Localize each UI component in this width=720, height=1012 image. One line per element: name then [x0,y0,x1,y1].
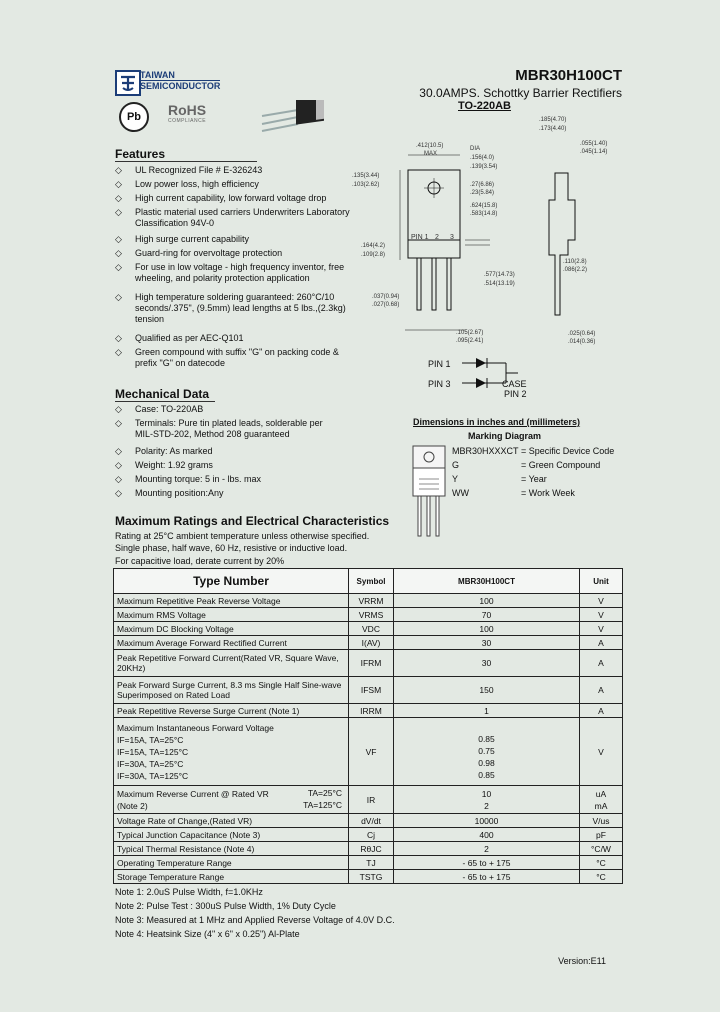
pin-label: 3 [450,234,454,241]
value-cell: 2 [394,842,580,856]
unit-cell: A [580,650,623,677]
marking-code: MBR30HXXXCT [452,446,519,456]
package-label: TO-220AB [458,100,511,112]
col-part: MBR30H100CT [394,569,580,594]
param-cell: Typical Junction Capacitance (Note 3) [114,828,349,842]
value-cell: 1 [394,704,580,718]
param-cell: Typical Thermal Resistance (Note 4) [114,842,349,856]
param-cell: Maximum Average Forward Rectified Current [114,636,349,650]
mechanical-divider [115,401,215,402]
mechanical-item: ◇ Terminals: Pure tin plated leads, solderable per MIL-STD-202, Method 208 guaranteed [115,418,323,439]
param-cell: Storage Temperature Range [114,870,349,884]
dim-label: .025(0.64) [568,331,596,337]
dim-label: .110(2.8) [563,259,587,265]
dim-label: .27(6.86) [470,182,495,188]
value-cell: 150 [394,677,580,704]
col-symbol: Symbol [349,569,394,594]
company-line2: SEMICONDUCTOR [140,81,221,91]
ir-cond: TA=125°C [303,800,342,810]
unit-cell [580,786,623,814]
vf-value: 0.98 [478,757,495,768]
value-cell: 30 [394,650,580,677]
ratings-intro: Single phase, half wave, 60 Hz, resistive or inductive load. [115,543,348,553]
vf-value: 0.85 [478,769,495,780]
table-row [114,704,623,718]
param-cell [114,786,349,814]
param-cell: Peak Repetitive Reverse Surge Current (Note 1) [114,704,349,718]
pin-label: PIN 1 [411,234,429,241]
unit-cell: pF [580,828,623,842]
value-cell: 400 [394,828,580,842]
param-cell: Peak Forward Surge Current, 8.3 ms Single Half Sine-wave Superimposed on Rated Load [114,677,349,704]
dim-label: MAX [424,151,438,157]
param-cell [114,718,349,786]
schematic-pin1: PIN 1 [428,359,451,369]
company-name [140,70,220,91]
param-cell: Peak Repetitive Forward Current(Rated VR, Square Wave, 20KHz) [114,650,349,677]
table-row-ir [114,786,623,814]
symbol-cell: Cj [349,828,394,842]
schematic-pin2: PIN 2 [504,389,527,399]
table-row [114,842,623,856]
rohs-label: RoHS [168,102,207,118]
vf-cond: IF=30A, TA=125°C [117,770,189,781]
value-cell: 30 [394,636,580,650]
symbol-cell: VDC [349,622,394,636]
symbol-cell: VF [349,718,394,786]
table-row [114,856,623,870]
dim-label: .514(13.19) [484,281,515,287]
marking-code: WW [452,488,469,498]
ir-value: 2 [484,800,489,811]
value-cell [394,786,580,814]
dim-label: .23(5.84) [470,190,495,196]
param-cell: Operating Temperature Range [114,856,349,870]
value-cell: 70 [394,608,580,622]
dim-label: .583(14.8) [470,211,498,217]
marking-desc: = Work Week [521,488,575,498]
unit-cell: V [580,622,623,636]
ratings-intro: Rating at 25°C ambient temperature unless otherwise specified. [115,531,370,541]
feature-item: ◇ For use in low voltage - high frequency inventor, free wheeling, and polarity protection application [115,262,345,283]
unit-cell: A [580,704,623,718]
rohs-sub: COMPLIANCE [168,118,207,124]
marking-code: G [452,460,460,470]
marking-desc: = Specific Device Code [521,446,615,456]
dim-label: .103(2.62) [352,182,380,188]
vf-cond: IF=30A, TA=25°C [117,758,184,769]
ir-param: (Note 2) [117,800,148,811]
table-row [114,870,623,884]
col-unit: Unit [580,569,623,594]
value-cell: 100 [394,622,580,636]
vf-cond: IF=15A, TA=125°C [117,746,189,757]
ratings-intro: For capacitive load, derate current by 20% [115,556,285,566]
value-cell [394,718,580,786]
marking-desc: = Year [521,474,547,484]
table-row [114,636,623,650]
unit-cell: °C [580,870,623,884]
ir-value: 10 [481,788,492,799]
vf-cond: IF=15A, TA=25°C [117,734,184,745]
symbol-cell: IR [349,786,394,814]
table-row [114,622,623,636]
symbol-cell: I(AV) [349,636,394,650]
value-cell: - 65 to + 175 [394,856,580,870]
company-line1: TAIWAN [140,70,175,80]
table-row [114,677,623,704]
features-divider [115,161,257,162]
unit-cell: A [580,636,623,650]
dim-label: .027(0.68) [372,302,400,308]
unit-cell: V [580,594,623,608]
dim-label: .086(2.2) [563,267,588,273]
marking-package-icon [409,444,449,540]
dim-label: .185(4.70) [539,117,567,123]
unit-cell: A [580,677,623,704]
marking-desc: = Green Compound [521,460,601,470]
dim-label: .105(2.67) [456,330,484,336]
symbol-cell: RθJC [349,842,394,856]
feature-item: ◇ Green compound with suffix "G" on packing code & prefix "G" on datecode [115,347,339,368]
symbol-cell: VRMS [349,608,394,622]
part-number: MBR30H100CT [515,67,622,84]
dim-label: DIA [470,146,481,152]
dim-label: .412(10.5) [416,143,444,149]
vf-value: 0.85 [478,733,495,744]
dim-label: .055(1.40) [580,141,608,147]
table-row [114,650,623,677]
unit-cell: °C/W [580,842,623,856]
symbol-cell: IFSM [349,677,394,704]
mechanical-title: Mechanical Data [115,387,210,401]
symbol-cell: IFRM [349,650,394,677]
dim-label: .109(2.8) [361,252,386,258]
unit-cell: V [580,718,623,786]
marking-code: Y [452,474,459,484]
unit-cell: V/us [580,814,623,828]
datasheet-page: TAIWAN SEMICONDUCTOR MBR30H100CT 30.0AMPS. Schottky Barrier Rectifiers TO-220AB Pb RoHS COMPLIANCE Features ◇ UL Recognized File # E-326243 ◇ Low power loss, high efficiency ◇ High current capability, low forward voltage drop ◇ Plastic material used carriers Underwriters Laboratory Classification 94V-0 ◇ High surge current capability ◇ Guard-ring for overvoltage protection ◇ For use in low voltage - high frequency inventor, free wheeling, and polarity protection application ◇ High temperature soldering guaranteed: 260°C/10 seconds/.375", (9.5mm) lead lengths at 5 lbs.,(2.3kg) tension ◇ Qualified as per AEC-Q101 ◇ Green compound with suffix "G" on packing code & prefix "G" on datecode Mechanical Data ◇ Case: TO-220AB ◇ Terminals: Pure tin plated leads, solderable per MIL-STD-202, Method 208 guaranteed ◇ Polarity: As marked ◇ Weight: 1.92 grams ◇ Mounting torque: 5 in - lbs. max ◇ Mounting position:Any .185(4.70) .173(4.40) .055(1.40) .045(1.14) .412(10.5) MAX DIA .156(4.0) .139(3.54) .135(3.44) .103(2.62) .27(6.86) .23(5.84) .624(15.8) .583(14.8) .164(4.2) .109(2.8) .110(2.8) .086(2.2) .577(14.73) .514(13.19) .037(0.94) .027(0.68) .105(2.67) .095(2.41) .025(0.64) .014(0.36) PIN 1 2 3 PIN 1 PIN 3 CASE PIN 2 Dimensions in inches and (millimeters) Marking Diagram MBR30HXXXCT = Specific Device Code G = Green Compound Y = Year WW = Work Week Maximum Ratings and Electrical Characteristics Rating at 25°C ambient temperature unless otherwise specified. Single phase, half wave, 60 Hz, resistive or inductive load. For capacitive load, derate current by 20% Type Number Symbol MBR30H100CT Unit Maximum Repetitive Peak Reverse Voltage VRRM 100 V Maximum RMS Voltage VRMS 70 V Maximum DC Blocking Voltage VDC 100 V Maximum Average Forward Rectified Current I(AV) 30 A Peak Repetitive Forward Current(Rated VR, Square Wave, 20KHz) IFRM 30 A Peak Forward Surge Current, 8.3 ms Single Half Sine-wave Superimposed on Rated Load IFSM 150 A Peak Repetitive Reverse Surge Current (Note 1) IRRM 1 A Maximum Instantaneous Forward Voltage IF=15A, TA=25°C IF=15A, TA=125°C IF=30A, TA=25°C IF=30A, TA=125°C VF 0.85 0.75 0.98 0.85 V Maximum Reverse Current @ Rated VR (Note 2) TA=25°C TA=125°C IR 10 2 uA mA Voltage Rate of Change,(Rated VR) dV/dt 10000 V/us Typical Junction Capacitance (Note 3) Cj 400 pF Typical Thermal Resistance (Note 4) RθJC 2 °C/W Operating Temperature Range TJ - 65 to + 175 °C Storage Temperature Range TSTG - 65 to + 175 °C Note 1: 2.0uS Pulse Width, f=1.0KHz Note 2: Pulse Test : 300uS Pulse Width, 1% Duty Cycle Note 3: Measured at 1 MHz and Applied Reverse Voltage of 4.0V D.C. Note 4: Heatsink Size (4" x 6" x 0.25") Al-Plate Version:E11 [0,0,720,1012]
pb-label: Pb [126,111,142,123]
dim-label: .037(0.94) [372,294,400,300]
footnote: Note 2: Pulse Test : 300uS Pulse Width, 1% Duty Cycle [115,901,336,911]
schematic-case: CASE [502,379,527,389]
product-photo-icon [258,100,330,136]
table-header-row [114,569,623,594]
symbol-cell: VRRM [349,594,394,608]
table-row-vf [114,718,623,786]
dim-label: .045(1.14) [580,149,608,155]
dim-label: .624(15.8) [470,203,498,209]
feature-item: ◇ Plastic material used carriers Underwriters Laboratory Classification 94V-0 [115,207,350,228]
table-row [114,828,623,842]
ir-cond: TA=25°C [307,788,342,798]
dimensions-caption: Dimensions in inches and (millimeters) [413,417,581,427]
param-cell: Maximum Repetitive Peak Reverse Voltage [114,594,349,608]
vf-value: 0.75 [478,745,495,756]
param-cell: Maximum DC Blocking Voltage [114,622,349,636]
feature-item: ◇ High temperature soldering guaranteed: 260°C/10 seconds/.375", (9.5mm) lead lengths at 5 lbs.,(2.3kg) tension [115,292,346,324]
unit-cell: V [580,608,623,622]
dim-label: .164(4.2) [361,243,386,249]
value-cell: 10000 [394,814,580,828]
symbol-cell: IRRM [349,704,394,718]
version-label: Version:E11 [558,956,606,966]
dim-label: .156(4.0) [470,155,495,161]
marking-title: Marking Diagram [468,431,542,441]
rohs-badge [168,102,206,124]
dim-label: .014(0.36) [568,339,596,345]
value-cell: 100 [394,594,580,608]
company-logo [115,70,141,96]
vf-param: Maximum Instantaneous Forward Voltage [117,722,274,733]
ir-unit: uA [595,788,607,799]
param-cell: Maximum RMS Voltage [114,608,349,622]
dim-label: .095(2.41) [456,338,484,344]
footnote: Note 4: Heatsink Size (4" x 6" x 0.25") Al-Plate [115,929,300,939]
param-cell: Voltage Rate of Change,(Rated VR) [114,814,349,828]
symbol-cell: dV/dt [349,814,394,828]
dim-label: .139(3.54) [470,164,498,170]
table-row [114,814,623,828]
pin-label: 2 [435,234,439,241]
dim-label: .577(14.73) [484,272,515,278]
dim-label: .173(4.40) [539,126,567,132]
footnote: Note 1: 2.0uS Pulse Width, f=1.0KHz [115,887,263,897]
product-subtitle: 30.0AMPS. Schottky Barrier Rectifiers [419,86,622,100]
ir-param: Maximum Reverse Current @ Rated VR [117,788,269,799]
ir-unit: mA [594,800,608,811]
ratings-table [113,568,623,884]
symbol-cell: TSTG [349,870,394,884]
pb-free-badge [119,102,149,132]
unit-cell: °C [580,856,623,870]
ratings-title: Maximum Ratings and Electrical Characteristics [115,514,390,528]
features-title: Features [115,147,166,161]
table-row [114,594,623,608]
symbol-cell: TJ [349,856,394,870]
table-row [114,608,623,622]
dim-label: .135(3.44) [352,173,380,179]
col-type-number: Type Number [114,569,349,594]
logo-icon [117,72,139,94]
schematic-pin3: PIN 3 [428,379,451,389]
footnote: Note 3: Measured at 1 MHz and Applied Reverse Voltage of 4.0V D.C. [115,915,395,925]
value-cell: - 65 to + 175 [394,870,580,884]
